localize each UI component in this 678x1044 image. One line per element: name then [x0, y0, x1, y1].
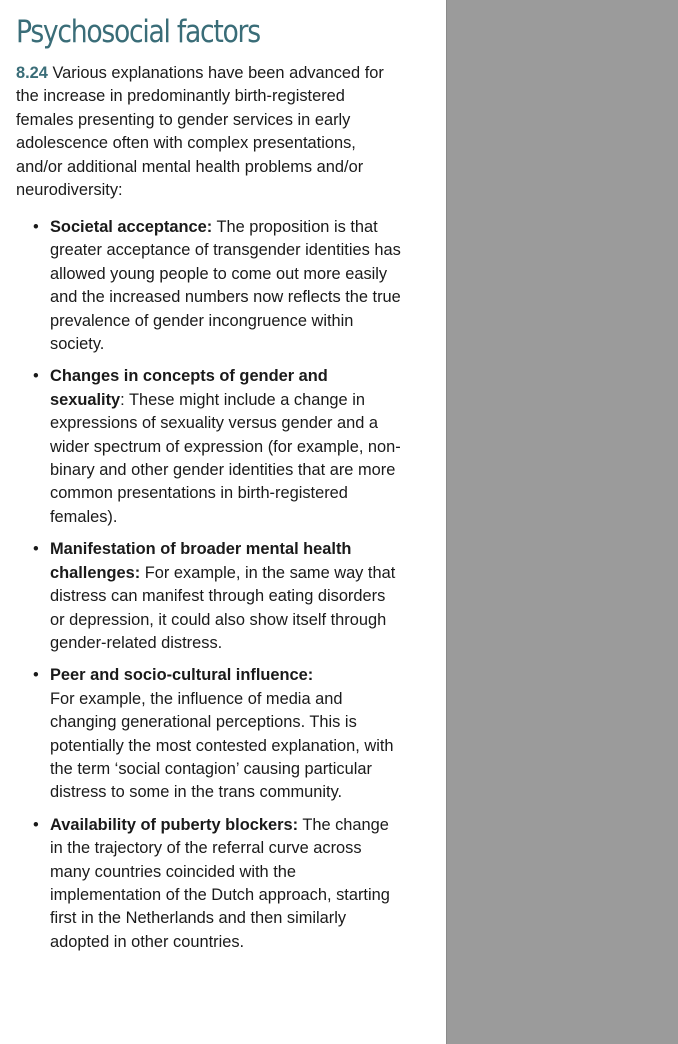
- list-item-text: [50, 814, 402, 954]
- list-item-body: The proposition is that greater acceptance of transgender identities has allowed young people to come out more easily and the increased numbers now reflects the true prevalence of gender incongruence within society.: [50, 218, 401, 354]
- list-item-body: : These might include a change in expressions of sexuality versus gender and a wider spectrum of expression (for example, non-binary and other gender identities that are more common presentations in birth-registered females).: [50, 390, 401, 526]
- list-item-body: The change in the trajectory of the referral curve across many countries coincided with the implementation of the Dutch approach, starting first in the Netherlands and then similarly adopted in other countries.: [50, 815, 390, 951]
- list-item-term: Peer and socio-cultural influence:: [50, 666, 314, 685]
- bullet-icon: •: [33, 218, 39, 236]
- side-panel: [446, 0, 678, 1044]
- list-item-text: [50, 216, 402, 356]
- list-item-term: Societal acceptance:: [50, 218, 213, 236]
- list-item-term: Manifestation of broader mental health challenges:: [50, 540, 352, 582]
- list-item-societal-acceptance: [0, 216, 420, 356]
- list-item-text: [50, 538, 402, 655]
- list-item-puberty-blockers: [0, 814, 420, 954]
- list-item-term: Availability of puberty blockers:: [50, 815, 299, 834]
- paragraph-number: 8.24: [16, 64, 48, 82]
- list-item-gender-concepts: [0, 365, 420, 529]
- list-item-peer-influence: [0, 664, 420, 804]
- bullet-icon: •: [33, 540, 39, 559]
- explanations-list: [0, 216, 420, 963]
- list-item-mental-health: [0, 538, 420, 655]
- list-item-body: For example, the influence of media and changing generational perceptions. This is potentially the most contested explanation, with the term ‘social contagion’ causing particular distress to some in the trans community.: [50, 689, 394, 802]
- paragraph-text: Various explanations have been advanced for the increase in predominantly birth-registered females presenting to gender services in early adolescence often with complex presentations, and/or additional mental health problems and/or neurodiversity:: [16, 64, 384, 200]
- list-item-body: For example, in the same way that distress can manifest through eating disorders or depression, it could also show itself through gender-related distress.: [50, 563, 396, 652]
- section-heading: Psychosocial factors: [16, 14, 260, 50]
- paragraph-8-24: [16, 62, 406, 202]
- bullet-icon: •: [33, 666, 39, 685]
- bullet-icon: •: [33, 815, 39, 834]
- list-item-term: Changes in concepts of gender and sexuality: [50, 367, 328, 409]
- list-item-text: [50, 664, 402, 804]
- bullet-icon: •: [33, 367, 39, 386]
- list-item-text: [50, 365, 402, 529]
